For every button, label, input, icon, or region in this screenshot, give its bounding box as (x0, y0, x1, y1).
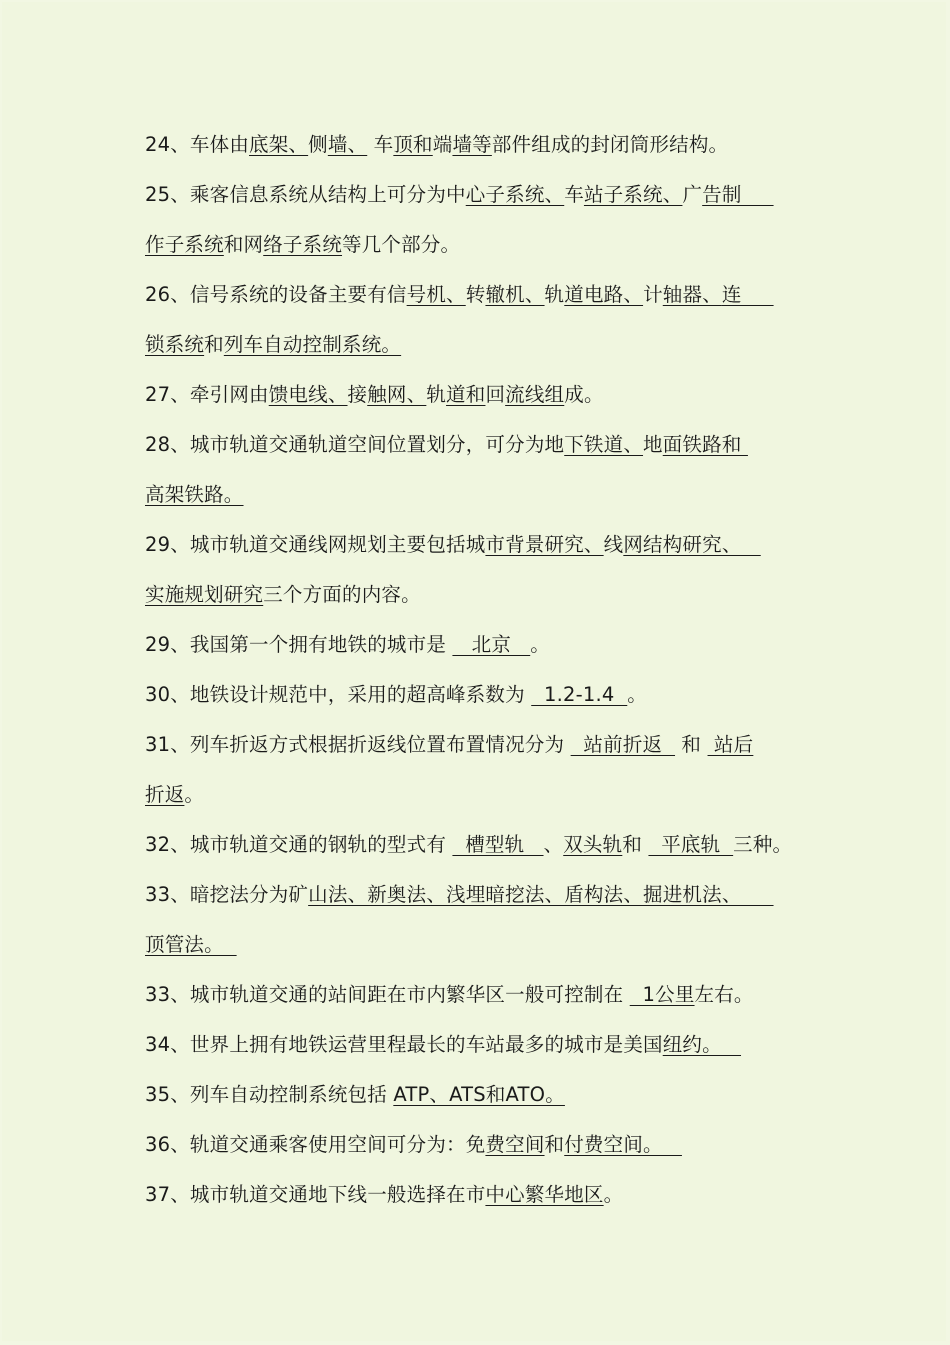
question-text: 三个方面的内容。 (263, 583, 421, 606)
question-text: 三种。 (733, 833, 793, 856)
question-text: 和 (622, 833, 649, 856)
text-line (145, 628, 825, 678)
text-line (145, 778, 825, 828)
answer-blank: 号机、 (406, 283, 466, 306)
text-line (145, 928, 825, 978)
answer-blank: 触网、 (367, 383, 427, 406)
question-text: 25、乘客信息系统从结构上可分为中 (145, 183, 466, 206)
answer-blank: 锁系统 (145, 333, 205, 356)
answer-blank: 心子系统、 (465, 183, 565, 206)
answer-blank: 费空间 (485, 1133, 545, 1156)
question-text: 31、列车折返方式根据折返线位置布置情况分为 (145, 733, 571, 756)
question-text: 侧 (308, 133, 328, 156)
question-text: 左右。 (694, 983, 754, 1006)
text-line (145, 978, 825, 1028)
question-text: 车 (367, 133, 394, 156)
text-line (145, 1028, 825, 1078)
text-line (145, 1128, 825, 1178)
text-line (145, 878, 825, 928)
answer-blank: 墙、 (327, 133, 368, 156)
text-line (145, 278, 825, 328)
answer-blank: 市背景研究、 (485, 533, 604, 556)
answer-blank: 面铁路和 (662, 433, 748, 456)
question-text: 35、列车自动控制系统包括 (145, 1083, 394, 1106)
answer-blank: 1.2-1.4 (531, 683, 628, 706)
question-text: 转 (465, 283, 486, 306)
question-text: 等几个部分。 (342, 233, 461, 256)
text-line (145, 328, 825, 378)
question-text: 和网 (223, 233, 264, 256)
text-line (145, 1078, 825, 1128)
question-text: 。 (603, 1183, 624, 1206)
question-text: 26、信号系统的设备主要有信 (145, 283, 407, 306)
answer-blank: 轴器、 (662, 283, 722, 306)
question-text: 回 (485, 383, 506, 406)
question-text: 地 (643, 433, 663, 456)
question-text: 、 (543, 833, 564, 856)
question-text: 33、暗挖法分为矿 (145, 883, 309, 906)
text-line (145, 178, 825, 228)
question-text: 。 (530, 633, 550, 656)
text-line (145, 428, 825, 478)
answer-blank: 双头轨 (563, 833, 623, 856)
question-text: 成。 (564, 383, 604, 406)
document-page (2, 2, 946, 1341)
answer-blank: 络子系统 (263, 233, 343, 256)
question-text: 轨 (426, 383, 447, 406)
answer-blank: 网结构研究、 (623, 533, 761, 556)
text-line (145, 528, 825, 578)
question-text: 车 (564, 183, 584, 206)
answer-blank: 1公里 (629, 983, 695, 1006)
text-line (145, 378, 825, 428)
question-text: 29、我国第一个拥有地铁的城市是 (145, 633, 453, 656)
question-text: 广 (682, 183, 703, 206)
question-text: 。 (184, 783, 205, 806)
answer-blank: 站后 (707, 733, 754, 756)
answer-blank: 中心繁华地区 (485, 1183, 604, 1206)
answer-blank: ATP、ATS和ATO。 (393, 1083, 565, 1106)
text-line (145, 678, 825, 728)
question-text: 33、城市轨道交通的站间距在市内繁华区一般可控制在 (145, 983, 630, 1006)
text-line (145, 828, 825, 878)
answer-blank: 槽型轨 (452, 833, 544, 856)
answer-blank: 折返 (145, 783, 185, 806)
answer-blank: 站前折返 (570, 733, 676, 756)
answer-blank: 高架铁路。 (145, 483, 244, 506)
answer-blank: 站子系统、 (583, 183, 683, 206)
question-text: 和 (204, 333, 224, 356)
question-text: 28、城市轨道交通轨道空间位置划分，可分为地 (145, 433, 565, 456)
question-text: 24、车体由 (145, 133, 250, 156)
text-line (145, 128, 825, 178)
answer-blank: 顶管法。 (145, 933, 237, 956)
text-line (145, 478, 825, 528)
answer-blank: 道和 (446, 383, 486, 406)
question-list (145, 128, 825, 1228)
answer-blank: 顶和 (393, 133, 433, 156)
answer-blank: 馈电线、 (268, 383, 348, 406)
text-line (145, 228, 825, 278)
text-line (145, 578, 825, 628)
question-text: 30、地铁设计规范中，采用的超高峰系数为 (145, 683, 532, 706)
question-text: 27、牵引网由 (145, 383, 269, 406)
question-text: 端 (432, 133, 453, 156)
answer-blank: 流线组 (505, 383, 565, 406)
answer-blank: 作子系统 (145, 233, 224, 256)
question-text: 计 (643, 283, 663, 306)
question-text: 36、轨道交通乘客使用空间可分为：免 (145, 1133, 486, 1156)
answer-blank: 付费空间。 (564, 1133, 682, 1156)
answer-blank: 下铁道、 (564, 433, 644, 456)
question-text: 34、世界上拥有地铁运营里程最长的车站最多的城市是美国 (145, 1033, 663, 1056)
question-text: 37、城市轨道交通地下线一般选择在市 (145, 1183, 486, 1206)
answer-blank: 实施规划研究 (145, 583, 264, 606)
answer-blank: 底架、 (249, 133, 309, 156)
answer-blank: 墙等 (452, 133, 492, 156)
question-text: 接 (347, 383, 368, 406)
answer-blank: 辙机、 (485, 283, 545, 306)
question-text: 32、城市轨道交通的钢轨的型式有 (145, 833, 453, 856)
answer-blank: 连 (721, 283, 774, 306)
question-text: 线 (603, 533, 624, 556)
text-line (145, 728, 825, 778)
answer-blank: 列车自动控制系统。 (223, 333, 402, 356)
question-text: 部件组成的封闭筒形结构。 (491, 133, 729, 156)
question-text: 。 (627, 683, 647, 706)
text-line (145, 1178, 825, 1228)
answer-blank: 山法、新奥法、浅埋暗挖法、盾构法、掘进机法、 (308, 883, 774, 906)
answer-blank: 告制 (702, 183, 774, 206)
answer-blank: 北京 (452, 633, 531, 656)
answer-blank: 道电路、 (564, 283, 644, 306)
question-text: 29、城市轨道交通线网规划主要包括城 (145, 533, 486, 556)
answer-blank: 平底轨 (648, 833, 734, 856)
question-text: 和 (675, 733, 708, 756)
answer-blank: 纽约。 (662, 1033, 742, 1056)
question-text: 轨 (544, 283, 565, 306)
question-text: 和 (544, 1133, 565, 1156)
